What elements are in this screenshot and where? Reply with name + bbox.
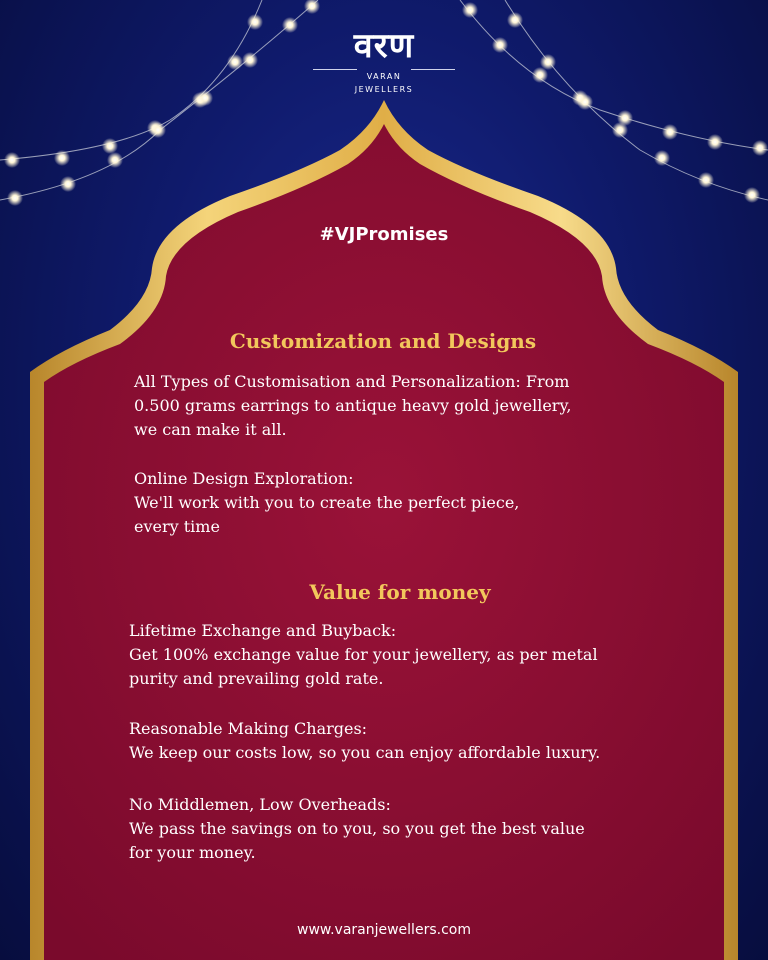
hashtag-title: #VJPromises [319,224,449,245]
logo-name-line1: VARAN [357,72,412,81]
no-middlemen-paragraph: No Middlemen, Low Overheads: We pass the savings on to you, so you get the best value for your money. [129,795,585,862]
logo-wordmark: वरण [353,26,415,66]
making-charges-paragraph: Reasonable Making Charges: We keep our costs low, so you can enjoy affordable luxury. [129,719,601,762]
logo-name-line2: JEWELLERS [354,85,414,94]
website-url[interactable]: www.varanjewellers.com [297,922,471,938]
section-heading-customization: Customization and Designs [229,329,537,353]
section-heading-value: Value for money [309,580,491,604]
customisation-paragraph: All Types of Customisation and Personalization: From 0.500 grams earrings to antique heavy gold jewellery, we can make it all. [134,372,572,439]
brand-logo [0,28,768,94]
exchange-buyback-paragraph: Lifetime Exchange and Buyback: Get 100% exchange value for your jewellery, as per metal purity and prevailing gold rate. [129,621,598,688]
design-exploration-paragraph: Online Design Exploration: We'll work with you to create the perfect piece, every time [134,469,520,536]
